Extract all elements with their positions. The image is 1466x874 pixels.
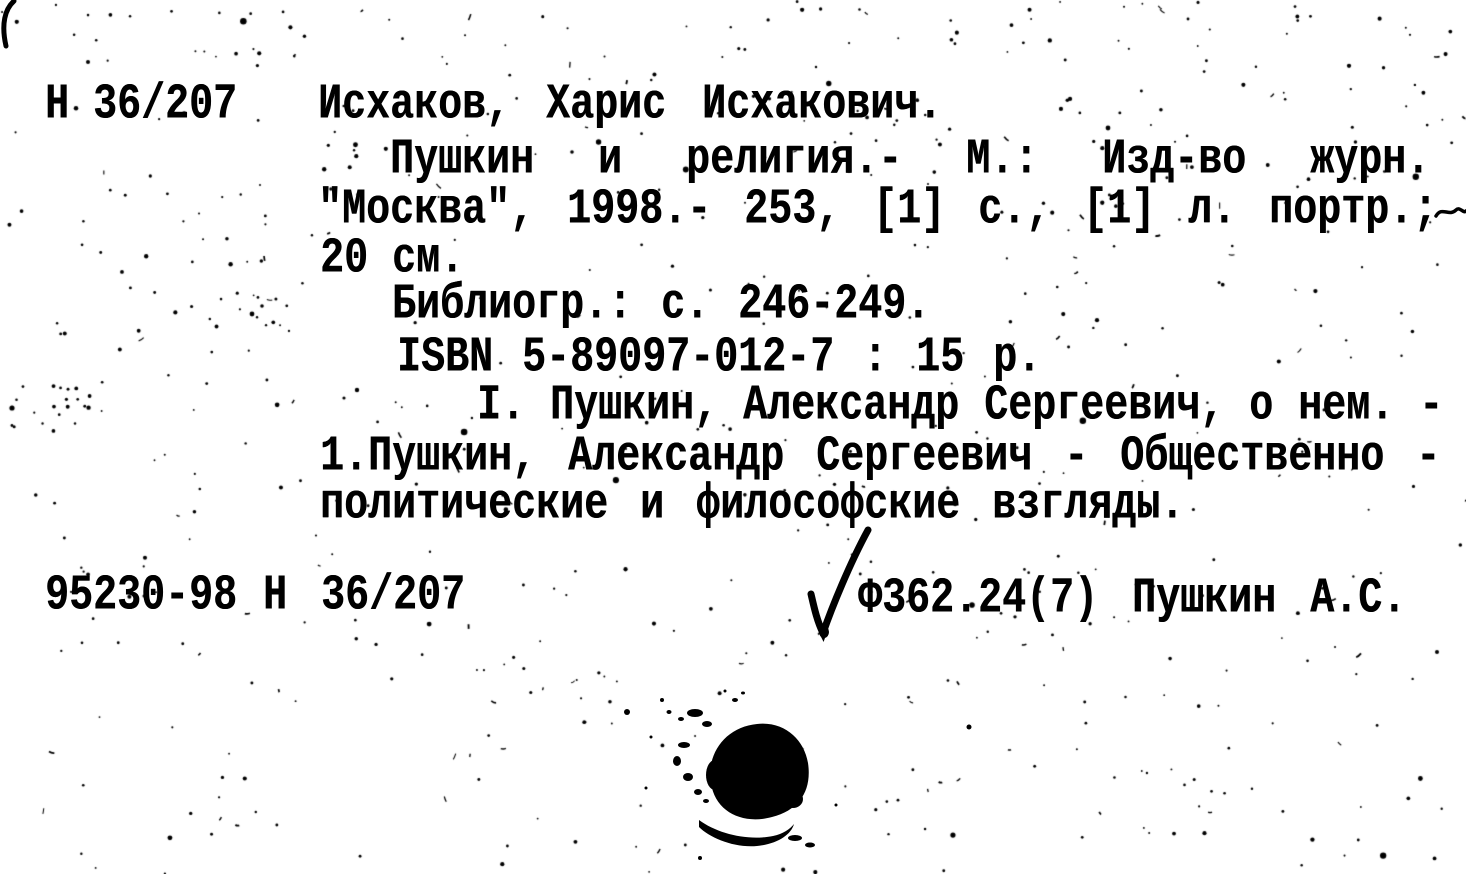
accession-number: 95230-98	[45, 568, 238, 625]
title-line: Пушкин и религия.- М.: Изд-во журн.	[390, 132, 1431, 189]
handwritten-checkmark-icon	[811, 530, 868, 638]
margin-squiggle-icon	[1436, 209, 1466, 216]
imprint-line: "Москва", 1998.- 253, [1] с., [1] л. портр.;	[318, 182, 1438, 239]
size-line: 20 см.	[320, 231, 465, 288]
tracing-line-1: I. Пушкин, Александр Сергеевич, о нем. -	[477, 378, 1444, 435]
isbn-line: ISBN 5-89097-012-7 : 15 р.	[397, 330, 1042, 387]
author-heading: Исхаков, Харис Исхакович.	[318, 77, 943, 134]
call-number: Н 36/207	[45, 77, 238, 134]
bibliography-line: Библиогр.: с. 246-249.	[392, 277, 931, 334]
ink-blot-icon	[624, 690, 972, 861]
call-number-repeat: Н 36/207	[263, 568, 466, 625]
tracing-line-2: 1.Пушкин, Александр Сергеевич - Общественно -	[320, 429, 1441, 486]
tracing-line-3: политические и философские взгляды.	[320, 477, 1185, 534]
corner-pen-mark-icon	[4, 1, 14, 46]
classification-number: Ф362.24(7) Пушкин А.С.	[858, 571, 1407, 628]
